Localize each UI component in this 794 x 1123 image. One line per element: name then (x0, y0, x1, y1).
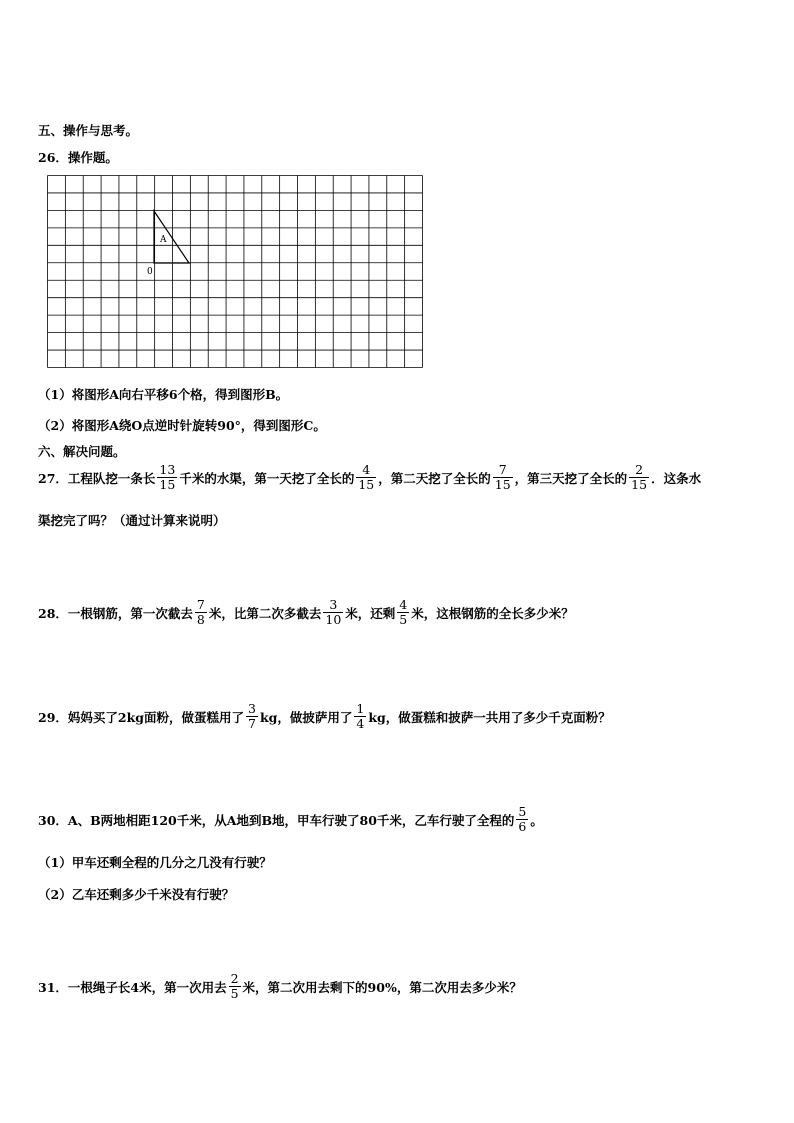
fraction-4-5 (397, 598, 409, 628)
fraction-1-4 (354, 702, 366, 732)
q29-text-1: 29．妈妈买了2kg面粉，做蛋糕用了 (38, 709, 244, 725)
q27-text-4: ，第三天挖了全长的 (514, 470, 628, 486)
fraction-3-10 (323, 598, 343, 628)
origin-o-label: 0 (147, 267, 153, 277)
denominator: 5 (399, 612, 408, 628)
numerator: 7 (196, 597, 205, 612)
q29-text-3: kg，做蛋糕和披萨一共用了多少千克面粉？ (368, 709, 611, 725)
q28-text-1: 28．一根钢筋，第一次截去 (38, 605, 193, 621)
numerator: 2 (230, 971, 239, 986)
denominator: 8 (196, 612, 205, 628)
q28-text-4: 米，这根钢筋的全长多少米？ (411, 605, 574, 621)
fraction-3-7 (246, 702, 258, 732)
fraction-2-5 (229, 972, 241, 1002)
question-26-label: 26．操作题。 (38, 150, 118, 165)
fraction-4-15 (356, 463, 376, 493)
question-30-sub-2 (38, 885, 234, 903)
numerator: 7 (498, 462, 507, 477)
fraction-5-6 (516, 805, 528, 835)
question-26-sub-1-text: （1）将图形A向右平移6个格，得到图形B。 (38, 387, 289, 402)
denominator: 4 (356, 716, 365, 732)
question-26-sub-2 (38, 416, 326, 434)
question-30 (38, 805, 543, 835)
question-31 (38, 972, 522, 1002)
q27-text-line2: 渠挖完了吗？（通过计算来说明） (38, 513, 226, 528)
triangle-a-label: A (160, 235, 167, 245)
question-27 (38, 463, 701, 493)
denominator: 15 (159, 477, 176, 493)
q28-text-3: 米，还剩 (345, 605, 396, 621)
question-26-title (38, 148, 118, 166)
q27-text-3: ，第二天挖了全长的 (378, 470, 491, 486)
section-six-title: 六、解决问题。 (38, 444, 126, 459)
question-26-sub-2-text: （2）将图形A绕O点逆时针旋转90°，得到图形C。 (38, 418, 326, 433)
numerator: 3 (248, 701, 256, 716)
q31-text-2: 米，第二次用去剩下的90%，第二次用去多少米？ (242, 979, 522, 995)
denominator: 5 (230, 986, 239, 1002)
denominator: 10 (325, 612, 342, 628)
denominator: 7 (248, 716, 256, 732)
grid-figure (47, 175, 423, 368)
numerator: 5 (518, 804, 527, 819)
question-28 (38, 598, 574, 628)
question-29 (38, 702, 611, 732)
numerator: 2 (635, 462, 644, 477)
q27-text-1: 27．工程队挖一条长 (38, 470, 156, 486)
section-five-title: 五、操作与思考。 (38, 123, 139, 138)
question-27-line-2 (38, 511, 226, 529)
section-six-heading (38, 442, 126, 460)
numerator: 3 (329, 597, 338, 612)
q30-sub-2-text: （2）乙车还剩多少千米没有行驶？ (38, 887, 235, 902)
grid-lines (48, 176, 423, 368)
question-30-sub-1 (38, 853, 272, 871)
q31-text-1: 31．一根绳子长4米，第一次用去 (38, 979, 227, 995)
fraction-7-15 (493, 463, 513, 493)
denominator: 15 (494, 477, 511, 493)
section-five-heading (38, 121, 138, 139)
numerator: 4 (362, 462, 371, 477)
q28-text-2: 米，比第二次多截去 (208, 605, 322, 621)
q27-text-5: ．这条水 (651, 470, 702, 486)
denominator: 6 (518, 819, 527, 835)
q30-text-1: 30．A、B两地相距120千米，从A地到B地，甲车行驶了80千米，乙车行驶了全程的 (38, 812, 515, 828)
denominator: 15 (358, 477, 375, 493)
denominator: 15 (631, 477, 648, 493)
fraction-7-8 (195, 598, 207, 628)
numerator: 4 (399, 597, 408, 612)
q30-text-2: 。 (530, 812, 543, 828)
question-26-sub-1 (38, 385, 288, 403)
q30-sub-1-text: （1）甲车还剩全程的几分之几没有行驶？ (38, 855, 272, 870)
q27-text-2: 千米的水渠，第一天挖了全长的 (179, 470, 355, 486)
fraction-2-15 (629, 463, 649, 493)
q29-text-2: kg，做披萨用了 (259, 709, 353, 725)
square-grid (47, 175, 423, 368)
numerator: 13 (159, 462, 176, 477)
fraction-13-15 (157, 463, 177, 493)
numerator: 1 (356, 701, 365, 716)
